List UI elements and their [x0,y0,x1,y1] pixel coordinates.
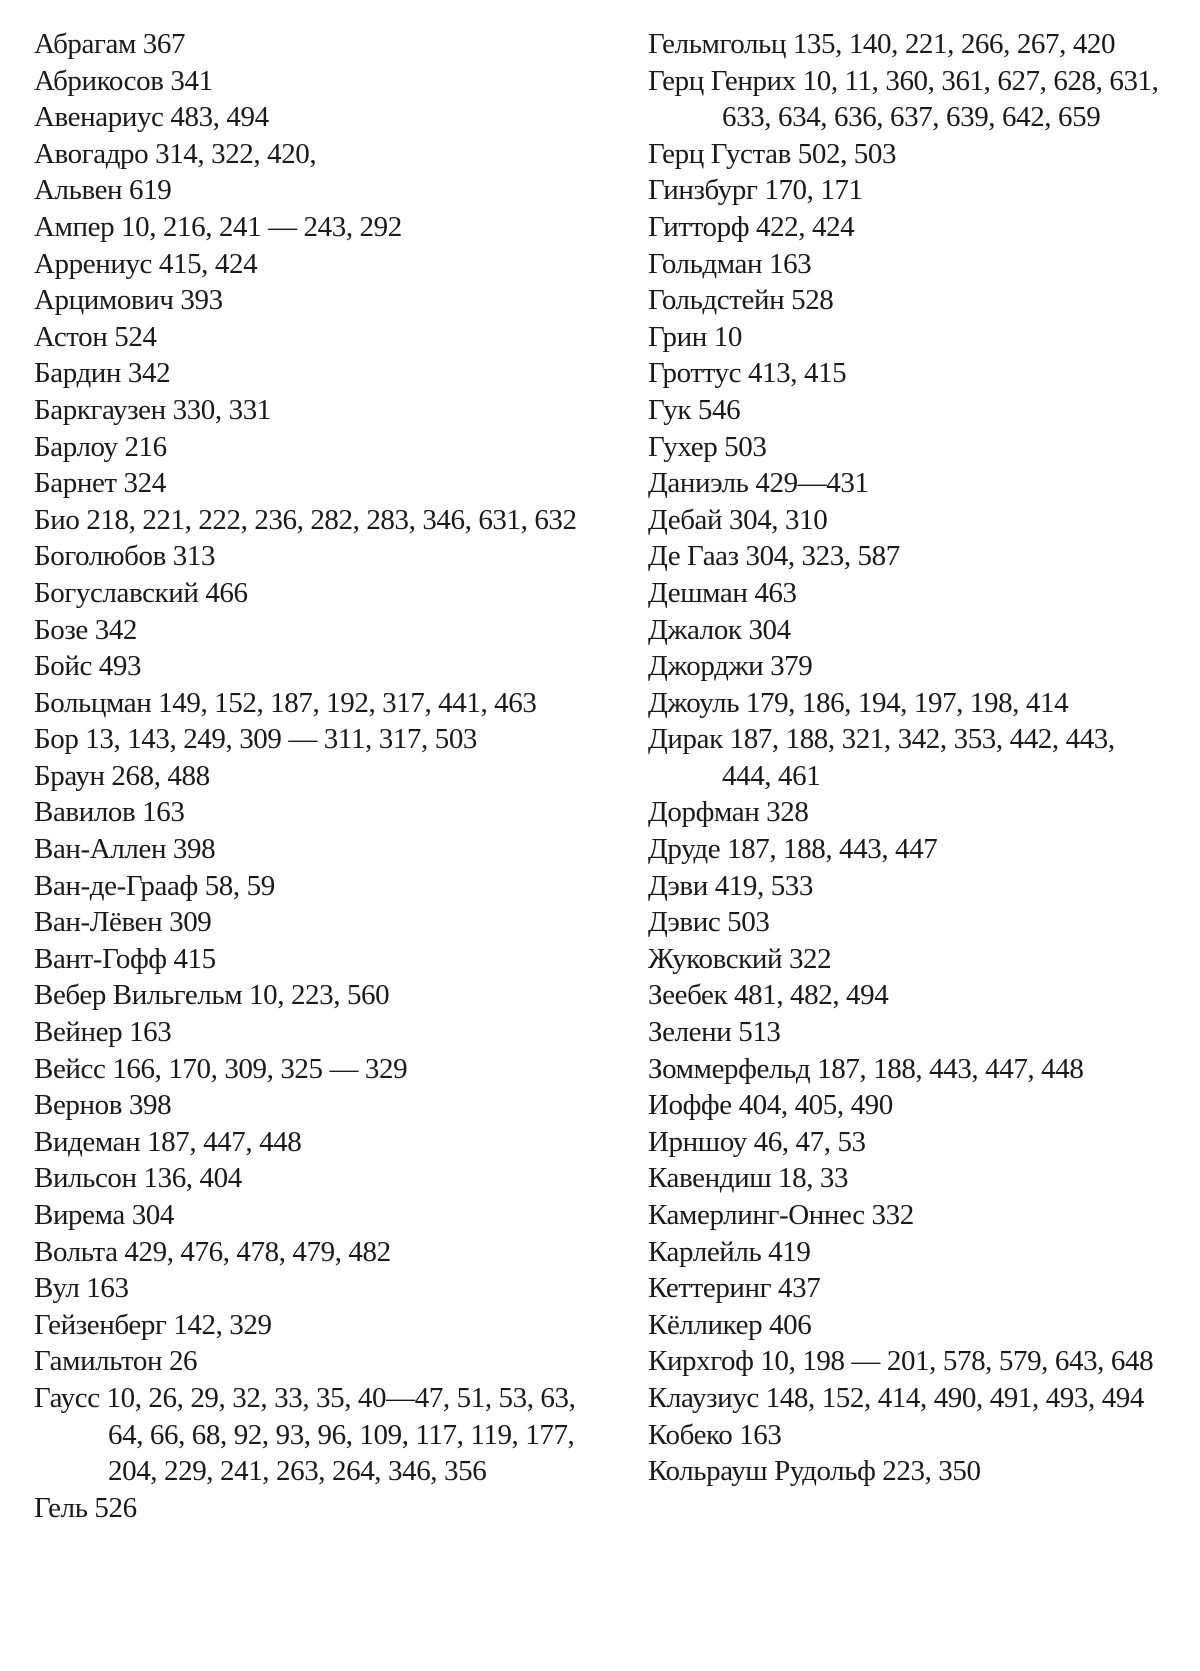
index-entry: Кирхгоф 10, 198 — 201, 578, 579, 643, 648 [648,1345,1154,1378]
index-entry: Кобеко 163 [648,1418,782,1451]
index-entry: Ампер 10, 216, 241 — 243, 292 [34,210,402,243]
index-entry: Бойс 493 [34,650,142,683]
index-entry: Грин 10 [648,320,742,353]
index-entry: Гель 526 [34,1491,137,1524]
index-entry: Ван-Аллен 398 [34,833,216,866]
index-entry: Кавендиш 18, 33 [648,1162,849,1195]
index-entry: Вебер Вильгельм 10, 223, 560 [34,979,390,1012]
index-entry: Джалок 304 [648,613,791,646]
index-entry: Гухер 503 [648,430,767,463]
index-entry: Кольрауш Рудольф 223, 350 [648,1455,981,1488]
index-entry: Джоуль 179, 186, 194, 197, 198, 414 [648,686,1069,719]
index-entry: Вейнер 163 [34,1016,172,1049]
index-entry: Дэви 419, 533 [648,869,813,902]
index-entry: Вейсс 166, 170, 309, 325 — 329 [34,1052,408,1085]
index-entry: Герц Генрих 10, 11, 360, 361, 627, 628, 631, 633, 634, 636, 637, 639, 642, 659 [648,64,1159,134]
index-entry: Жуковский 322 [648,942,832,975]
index-entry: Бор 13, 143, 249, 309 — 311, 317, 503 [34,723,478,756]
index-entry: Вант-Гофф 415 [34,942,216,975]
index-entry: Авогадро 314, 322, 420, [34,137,317,170]
index-entry: Гельмгольц 135, 140, 221, 266, 267, 420 [648,28,1116,60]
index-entry: Авенариус 483, 494 [34,101,269,134]
index-entry: Кеттеринг 437 [648,1272,821,1305]
index-entry: Дэвис 503 [648,906,770,939]
index-entry: Вул 163 [34,1272,129,1305]
index-entry: Клаузиус 148, 152, 414, 490, 491, 493, 494 [648,1381,1145,1414]
index-entry: Зоммерфельд 187, 188, 443, 447, 448 [648,1052,1084,1085]
index-entry: Герц Густав 502, 503 [648,137,897,170]
index-entry: Барлоу 216 [34,430,167,463]
index-entry: Дебай 304, 310 [648,503,828,536]
index-entry: Иоффе 404, 405, 490 [648,1089,893,1122]
index-entry: Гитторф 422, 424 [648,210,855,243]
index-entry: Зеебек 481, 482, 494 [648,979,889,1012]
index-entry: Баркгаузен 330, 331 [34,393,271,426]
index-entry: Даниэль 429—431 [648,467,869,500]
index-entry: Арцимович 393 [34,284,223,317]
index-entry: Гук 546 [648,393,741,426]
index-entry: Абрикосов 341 [34,64,213,97]
index-entry: Бардин 342 [34,357,171,390]
index-entry: Гейзенберг 142, 329 [34,1308,272,1341]
index-entry: Вильсон 136, 404 [34,1162,242,1195]
index-entry: Абрагам 367 [34,28,186,60]
index-entry: Богуславский 466 [34,576,248,609]
index-entry: Вирема 304 [34,1199,175,1231]
index-entry: Гольдман 163 [648,247,812,280]
index-entry: Вавилов 163 [34,796,185,829]
index-entry: Карлейль 419 [648,1235,811,1268]
index-entry: Ирншоу 46, 47, 53 [648,1125,866,1158]
index-entry: Барнет 324 [34,467,166,500]
index-entry: Видеман 187, 447, 448 [34,1125,302,1158]
index-entry: Камерлинг-Оннес 332 [648,1199,914,1231]
index-entry: Дирак 187, 188, 321, 342, 353, 442, 443, 444, 461 [648,723,1115,792]
index-entry: Кёлликер 406 [648,1308,812,1341]
index-entry: Аррениус 415, 424 [34,247,258,280]
index-entry: Вернов 398 [34,1089,172,1122]
index-entry: Гамильтон 26 [34,1345,198,1378]
index-entry: Астон 524 [34,320,157,353]
index-entry: Вольта 429, 476, 478, 479, 482 [34,1235,391,1268]
index-column-right [648,26,1168,1490]
index-entry: Бозе 342 [34,613,138,646]
index-entry: Дорфман 328 [648,796,809,829]
index-entry: Боголюбов 313 [34,540,216,573]
index-column-left [34,26,594,1526]
index-entry: Друде 187, 188, 443, 447 [648,833,938,866]
index-entry: Зелени 513 [648,1016,781,1049]
index-entry: Альвен 619 [34,174,172,207]
index-entry: Дешман 463 [648,576,797,609]
index-entry: Гольдстейн 528 [648,284,834,317]
index-entry: Био 218, 221, 222, 236, 282, 283, 346, 631, 632 [34,503,577,536]
index-entry: Ван-де-Грааф 58, 59 [34,869,275,902]
index-entry: Ван-Лёвен 309 [34,906,212,939]
index-entry: Гинзбург 170, 171 [648,174,863,207]
index-entry: Гаусс 10, 26, 29, 32, 33, 35, 40—47, 51, 53, 63, 64, 66, 68, 92, 93, 96, 109, 117, 119, 177, 204, 229, 241, 263, 264, 346, 356 [34,1381,576,1488]
index-entry: Браун 268, 488 [34,759,210,792]
index-entry: Де Гааз 304, 323, 587 [648,540,900,573]
index-entry: Больцман 149, 152, 187, 192, 317, 441, 463 [34,686,537,719]
index-entry: Джорджи 379 [648,650,813,683]
index-entry: Гроттус 413, 415 [648,357,847,390]
